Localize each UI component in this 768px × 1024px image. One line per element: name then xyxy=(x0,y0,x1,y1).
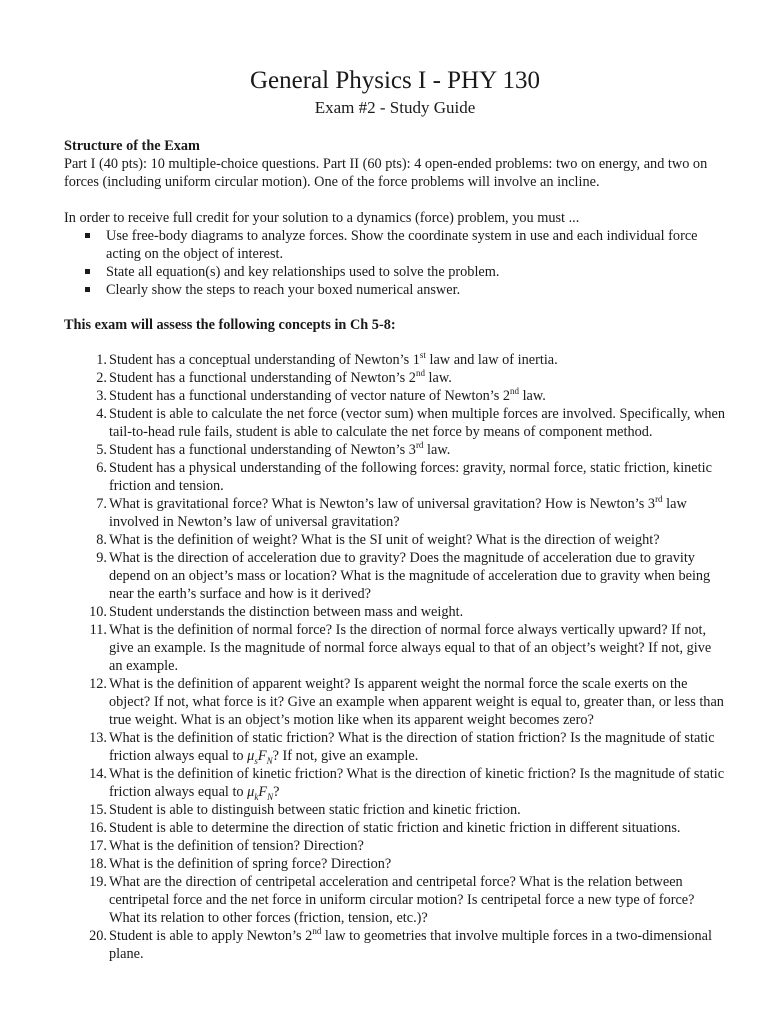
ordinal-suffix: nd xyxy=(415,368,425,379)
concept-text: What is the definition of weight? What is the SI unit of weight? What is the direction of weight? xyxy=(109,532,660,548)
concept-number: 19. xyxy=(89,874,107,890)
concept-item xyxy=(64,837,726,855)
ordinal-suffix: nd xyxy=(312,926,322,937)
concept-number: 11. xyxy=(89,622,107,638)
concept-text: Student has a functional understanding of Newton’s 2 xyxy=(109,370,416,386)
page-subtitle: Exam #2 - Study Guide xyxy=(314,98,476,117)
formula-part: F xyxy=(257,748,267,764)
concept-item xyxy=(64,675,726,729)
concept-number: 6. xyxy=(96,460,107,476)
concept-item xyxy=(64,369,726,387)
formula-part: μ xyxy=(247,748,255,764)
concept-item xyxy=(64,801,726,819)
bullet-icon xyxy=(85,287,90,292)
concept-item xyxy=(64,387,726,405)
formula-part: N xyxy=(267,791,274,802)
bullet-icon xyxy=(85,233,90,238)
concept-text-tail: law. xyxy=(519,388,546,404)
concept-text-tail: law. xyxy=(423,442,451,458)
concept-text-tail: law involved in Newton’s law of universal gravitation? xyxy=(109,496,687,530)
concept-item xyxy=(64,765,726,801)
concept-item xyxy=(64,729,726,765)
concept-number: 7. xyxy=(96,496,107,512)
credit-bullet xyxy=(85,281,726,299)
formula-part: F xyxy=(258,784,268,800)
credit-intro: In order to receive full credit for your solution to a dynamics (force) problem, you must ... xyxy=(64,210,580,226)
concept-item xyxy=(64,603,726,621)
concept-number: 16. xyxy=(89,820,107,836)
credit-bullet-text: Use free-body diagrams to analyze forces. Show the coordinate system in use and each individual force acting on the object of interest. xyxy=(106,228,698,262)
concept-text: Student understands the distinction between mass and weight. xyxy=(109,604,464,620)
concept-item xyxy=(64,927,726,963)
concept-text-tail: law. xyxy=(424,370,452,386)
friction-formula xyxy=(247,784,273,800)
concept-number: 17. xyxy=(89,838,107,854)
concept-text: Student has a conceptual understanding of Newton’s 1 xyxy=(109,352,420,368)
credit-bullet-text: State all equation(s) and key relationships used to solve the problem. xyxy=(106,264,500,280)
concepts-heading: This exam will assess the following concepts in Ch 5-8: xyxy=(64,317,396,333)
concept-number: 4. xyxy=(96,406,107,422)
concept-item xyxy=(64,351,726,369)
formula-part: μ xyxy=(247,784,255,800)
credit-bullet xyxy=(85,263,726,281)
formula-part: k xyxy=(254,791,259,802)
concept-item xyxy=(64,531,726,549)
concept-text: What is the definition of normal force? Is the direction of normal force always vertically upward? If not, give an example. Is the magnitude of normal force always equal to that of an object’s weight? If not, give an example. xyxy=(109,622,712,674)
concept-text: Student is able to apply Newton’s 2 xyxy=(109,928,313,944)
concept-number: 13. xyxy=(89,730,107,746)
concept-number: 2. xyxy=(96,370,107,386)
concepts-list xyxy=(64,351,726,963)
ordinal-suffix: nd xyxy=(510,386,520,397)
concept-number: 8. xyxy=(96,532,107,548)
concept-text: Student is able to determine the direction of static friction and kinetic friction in different situations. xyxy=(109,820,681,836)
concept-item xyxy=(64,459,726,495)
concept-number: 3. xyxy=(96,388,107,404)
structure-text: Part I (40 pts): 10 multiple-choice questions. Part II (60 pts): 4 open-ended problems: two on energy, and two on forces (including uniform circular motion). One of the force problems will involve an incline. xyxy=(64,156,708,190)
friction-formula xyxy=(247,748,272,764)
formula-part: s xyxy=(254,755,258,766)
concept-text: What are the direction of centripetal acceleration and centripetal force? What is the relation between centripetal force and the net force in uniform circular motion? Is centripetal force a new type of force? What its relation to other forces (friction, tension, etc.)? xyxy=(109,874,695,926)
concept-number: 5. xyxy=(96,442,107,458)
concept-text: Student has a physical understanding of the following forces: gravity, normal force, static friction, kinetic friction and tension. xyxy=(109,460,712,494)
concept-number: 14. xyxy=(89,766,107,782)
concept-text-tail: ? xyxy=(273,784,280,800)
concept-item xyxy=(64,873,726,927)
concept-number: 15. xyxy=(89,802,107,818)
concept-text: What is the direction of acceleration due to gravity? Does the magnitude of acceleration due to gravity depend on an object’s mass or location? What is the magnitude of acceleration due to gravity when being near the earth’s surface and how is it derived? xyxy=(109,550,711,602)
concept-text: Student has a functional understanding of Newton’s 3 xyxy=(109,442,416,458)
credit-bullet xyxy=(85,227,726,263)
ordinal-suffix: rd xyxy=(415,440,424,451)
concept-item xyxy=(64,819,726,837)
ordinal-suffix: rd xyxy=(655,494,663,505)
concept-text: What is the definition of static friction? What is the direction of station friction? Is the magnitude of static friction always equal to xyxy=(109,730,715,764)
concept-number: 20. xyxy=(89,928,107,944)
concept-number: 12. xyxy=(89,676,107,692)
concept-item xyxy=(64,495,726,531)
concept-text: What is the definition of tension? Direction? xyxy=(109,838,364,854)
concept-item xyxy=(64,855,726,873)
concept-item xyxy=(64,549,726,603)
concept-item xyxy=(64,405,726,441)
concept-text: What is gravitational force? What is Newton’s law of universal gravitation? How is Newton’s 3 xyxy=(109,496,656,512)
concept-item xyxy=(64,441,726,459)
page-title: General Physics I - PHY 130 xyxy=(249,67,540,94)
concept-text-tail: law and law of inertia. xyxy=(425,352,558,368)
structure-heading: Structure of the Exam xyxy=(64,138,200,154)
formula-part: N xyxy=(266,755,273,766)
ordinal-suffix: st xyxy=(419,350,426,361)
concept-item xyxy=(64,621,726,675)
concept-text: What is the definition of apparent weight? Is apparent weight the normal force the scale exerts on the object? If not, what force is it? Give an example when apparent weight is equal to, greater than, or less than true weight. What is an object’s motion like when its apparent weight becomes zero? xyxy=(109,676,724,728)
concept-text: Student is able to calculate the net force (vector sum) when multiple forces are involved. Specifically, when tail-to-head rule fails, student is able to calculate the net force by means of component method. xyxy=(109,406,726,440)
concept-number: 1. xyxy=(96,352,107,368)
concept-text: Student is able to distinguish between static friction and kinetic friction. xyxy=(109,802,521,818)
concept-text: What is the definition of spring force? Direction? xyxy=(109,856,392,872)
credit-bullet-list xyxy=(64,227,726,299)
concept-text: What is the definition of kinetic friction? What is the direction of kinetic friction? Is the magnitude of static friction always equal to xyxy=(109,766,725,800)
concept-text: Student has a functional understanding of vector nature of Newton’s 2 xyxy=(109,388,511,404)
concept-number: 10. xyxy=(89,604,107,620)
credit-bullet-text: Clearly show the steps to reach your boxed numerical answer. xyxy=(106,282,461,298)
concept-number: 9. xyxy=(96,550,107,566)
bullet-icon xyxy=(85,269,90,274)
concept-text-tail: ? If not, give an example. xyxy=(272,748,419,764)
concept-text-tail: law to geometries that involve multiple forces in a two-dimensional plane. xyxy=(109,928,712,962)
concept-number: 18. xyxy=(89,856,107,872)
